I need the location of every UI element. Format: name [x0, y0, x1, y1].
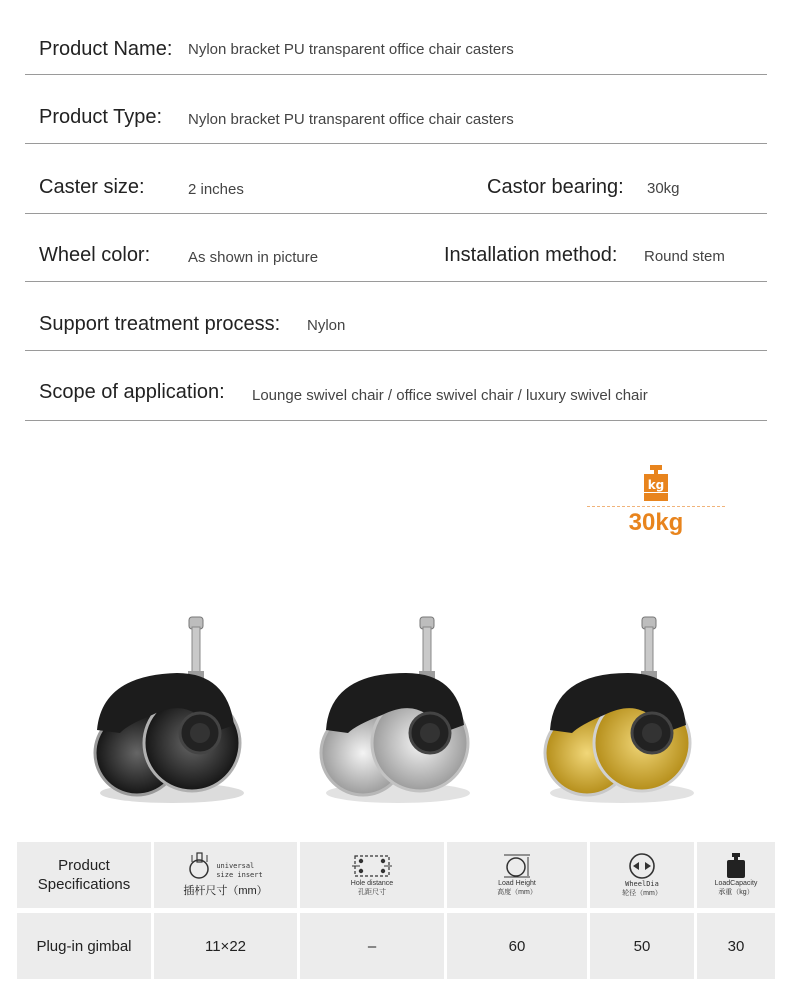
spec-header-hole — [300, 842, 444, 908]
spec-header-height-cn: 高度（mm） — [497, 889, 537, 896]
spec-row-name: Plug-in gimbal — [17, 913, 151, 979]
detail-row-product-name — [25, 0, 767, 75]
spec-header-insert-en: universal size insert — [216, 862, 263, 879]
wheel-color-value: As shown in picture — [188, 249, 319, 266]
scope-label: Scope of application: — [39, 381, 225, 403]
spec-header-hole-en: Hole distance — [350, 880, 394, 887]
insert-size-icon — [188, 852, 214, 880]
product-type-value: Nylon bracket PU transparent office chair casters — [188, 111, 514, 128]
spec-row-hole: – — [300, 913, 444, 979]
spec-header-product-line2: Specifications — [37, 876, 131, 893]
hole-distance-icon — [352, 853, 392, 879]
spec-header-product — [17, 842, 151, 908]
detail-row-caster-size — [25, 143, 767, 214]
product-type-label: Product Type: — [39, 106, 163, 128]
installation-method-value: Round stem — [644, 248, 725, 265]
spec-row-height: 60 — [447, 913, 587, 979]
installation-method-label: Installation method: — [444, 244, 618, 266]
detail-row-product-type — [25, 74, 767, 144]
weight-badge — [585, 463, 725, 543]
spec-row-dia: 50 — [590, 913, 694, 979]
load-capacity-icon — [726, 853, 746, 879]
support-treatment-label: Support treatment process: — [39, 313, 281, 335]
spec-header-insert-cn: 插杆尺寸（mm） — [183, 885, 268, 897]
product-name-value: Nylon bracket PU transparent office chair casters — [188, 41, 514, 58]
spec-header-dia — [590, 842, 694, 908]
load-height-icon — [502, 853, 532, 879]
kg-weight-icon — [643, 465, 669, 501]
spec-row-insert: 11×22 — [154, 913, 297, 979]
product-name-label: Product Name: — [39, 38, 173, 60]
spec-header-height-en: Load Height — [498, 880, 536, 887]
spec-header-hole-cn: 孔距尺寸 — [357, 889, 386, 896]
wheel-diameter-icon — [627, 852, 657, 880]
detail-row-wheel-color — [25, 213, 767, 282]
spec-header-capacity — [697, 842, 775, 908]
spec-row-capacity: 30 — [697, 913, 775, 979]
weight-value: 30kg — [628, 509, 684, 536]
clear-transparent-caster-image — [318, 615, 478, 810]
detail-row-support-treatment — [25, 281, 767, 351]
gold-transparent-caster-image — [542, 615, 702, 810]
black-transparent-caster-image — [92, 615, 252, 810]
spec-header-product-line1: Product — [58, 857, 110, 874]
spec-header-dia-cn: 轮径（mm） — [622, 890, 662, 897]
caster-size-value: 2 inches — [188, 181, 244, 198]
spec-header-dia-en: WheelDia — [625, 880, 659, 888]
spec-table — [17, 842, 775, 979]
kg-icon-text: kg — [647, 478, 665, 492]
weight-divider — [587, 506, 725, 507]
scope-value: Lounge swivel chair / office swivel chair / luxury swivel chair — [252, 387, 648, 404]
castor-bearing-value: 30kg — [647, 180, 680, 197]
caster-size-label: Caster size: — [39, 176, 145, 198]
support-treatment-value: Nylon — [307, 317, 346, 334]
detail-row-scope — [25, 350, 767, 421]
wheel-color-label: Wheel color: — [39, 244, 151, 266]
spec-header-capacity-cn: 承重（kg） — [718, 889, 754, 896]
castor-bearing-label: Castor bearing: — [487, 176, 624, 198]
spec-header-capacity-en: LoadCapacity — [714, 880, 758, 887]
spec-header-insert — [154, 842, 297, 908]
spec-header-height — [447, 842, 587, 908]
